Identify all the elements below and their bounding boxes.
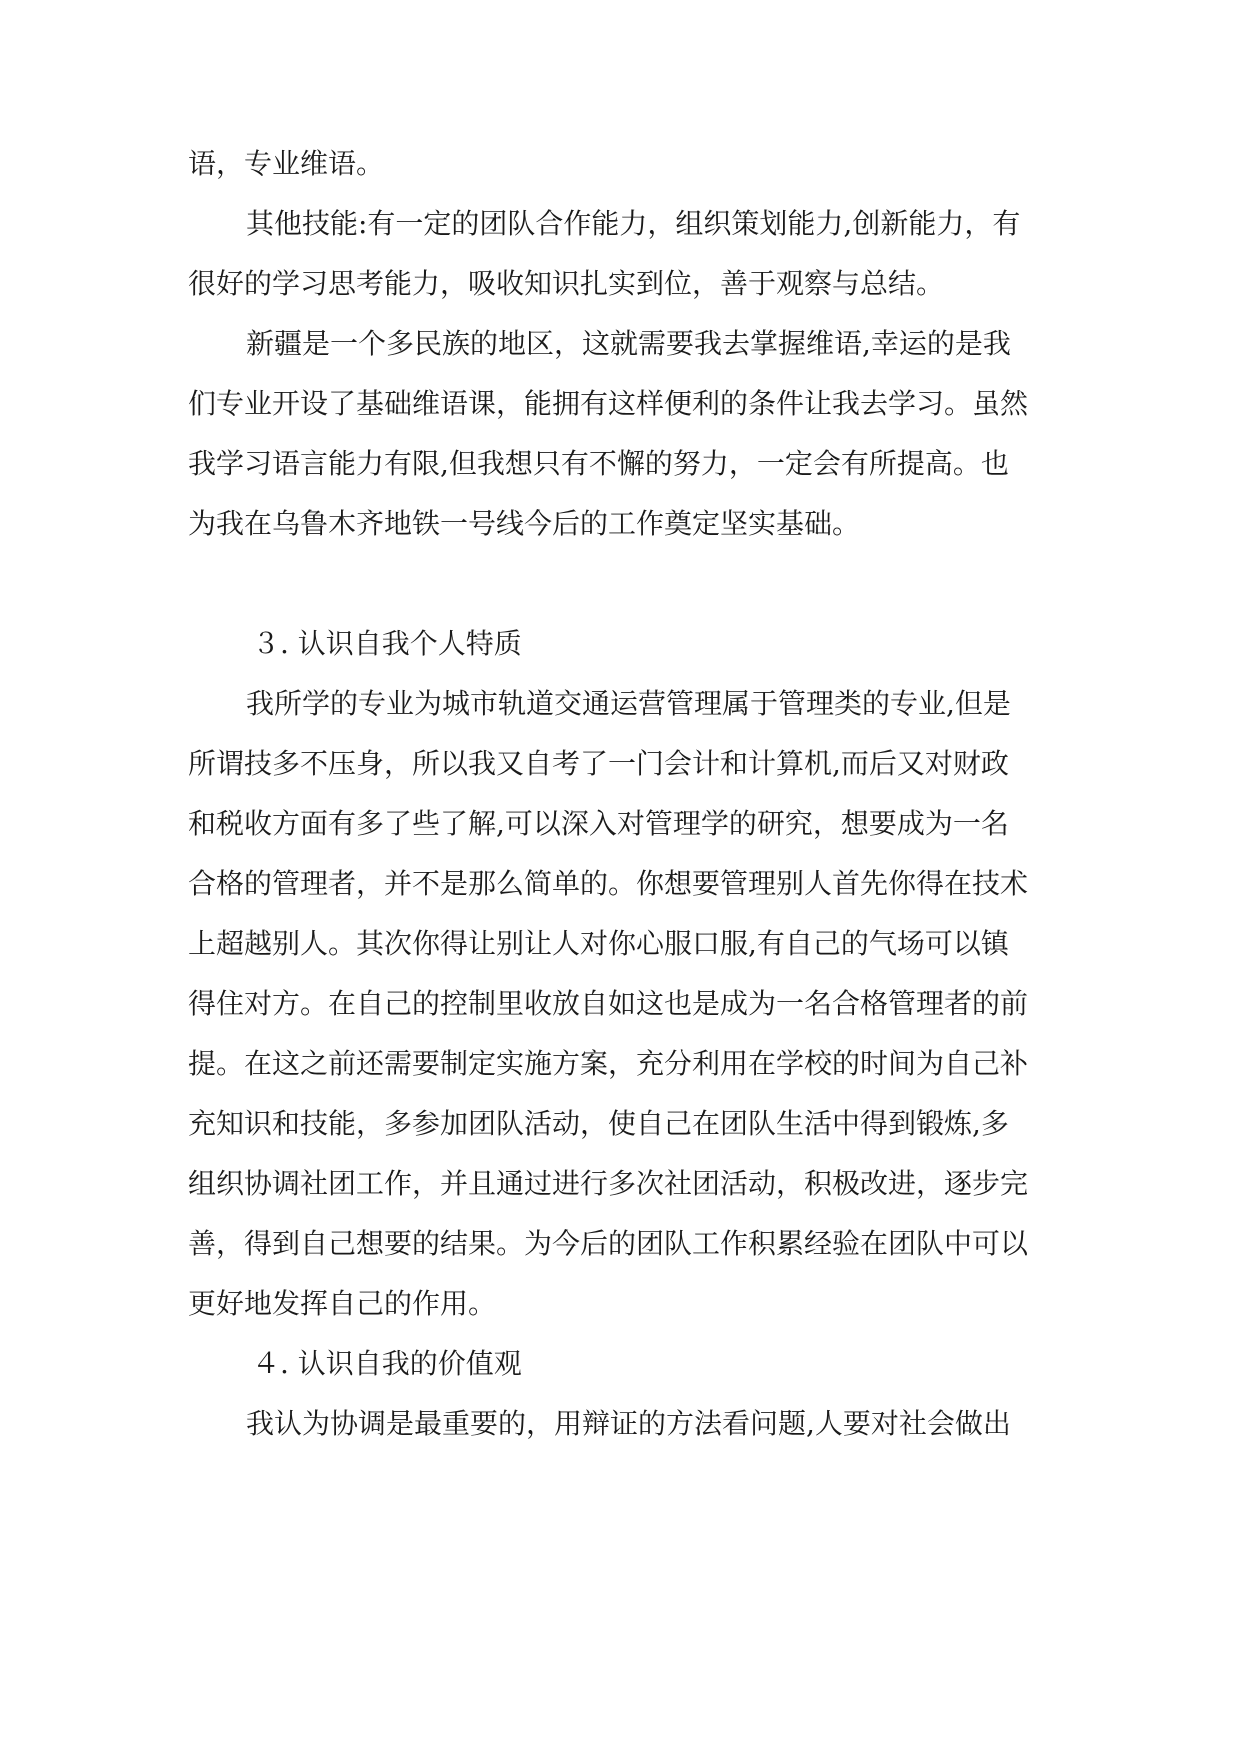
paragraph-line: 上超越别人。其次你得让别让人对你心服口服,有自己的气场可以镇 <box>188 927 1009 960</box>
paragraph-line: 组织协调社团工作，并且通过进行多次社团活动，积极改进，逐步完 <box>188 1167 1029 1200</box>
section-heading: ３. 认识自我个人特质 <box>252 627 522 660</box>
paragraph-line: 们专业开设了基础维语课，能拥有这样便利的条件让我去学习。虽然 <box>188 387 1029 420</box>
paragraph-line: 所谓技多不压身，所以我又自考了一门会计和计算机,而后又对财政 <box>188 747 1009 780</box>
paragraph-line: 我学习语言能力有限,但我想只有不懈的努力，一定会有所提高。也 <box>188 447 1009 480</box>
paragraph-line: 为我在乌鲁木齐地铁一号线今后的工作奠定坚实基础。 <box>188 507 861 540</box>
paragraph-line: 和税收方面有多了些了解,可以深入对管理学的研究，想要成为一名 <box>188 807 1009 840</box>
paragraph-line: 善，得到自己想要的结果。为今后的团队工作积累经验在团队中可以 <box>188 1227 1029 1260</box>
paragraph-line: 充知识和技能，多参加团队活动，使自己在团队生活中得到锻炼,多 <box>188 1107 1009 1140</box>
paragraph-line: 得住对方。在自己的控制里收放自如这也是成为一名合格管理者的前 <box>188 987 1029 1020</box>
paragraph-line: 提。在这之前还需要制定实施方案，充分利用在学校的时间为自己补 <box>188 1047 1029 1080</box>
paragraph-line: 合格的管理者，并不是那么简单的。你想要管理别人首先你得在技术 <box>188 867 1029 900</box>
paragraph-line: 新疆是一个多民族的地区，这就需要我去掌握维语,幸运的是我 <box>246 327 1011 360</box>
paragraph-line: 我所学的专业为城市轨道交通运营管理属于管理类的专业,但是 <box>246 687 1011 720</box>
paragraph-line: 语，专业维语。 <box>188 147 385 180</box>
paragraph-line: 很好的学习思考能力，吸收知识扎实到位，善于观察与总结。 <box>188 267 945 300</box>
paragraph-line: 更好地发挥自己的作用。 <box>188 1287 497 1320</box>
paragraph-line: 我认为协调是最重要的，用辩证的方法看问题,人要对社会做出 <box>246 1407 1011 1440</box>
paragraph-line: 其他技能:有一定的团队合作能力，组织策划能力,创新能力，有 <box>246 207 1021 240</box>
section-heading: ４. 认识自我的价值观 <box>252 1347 522 1380</box>
